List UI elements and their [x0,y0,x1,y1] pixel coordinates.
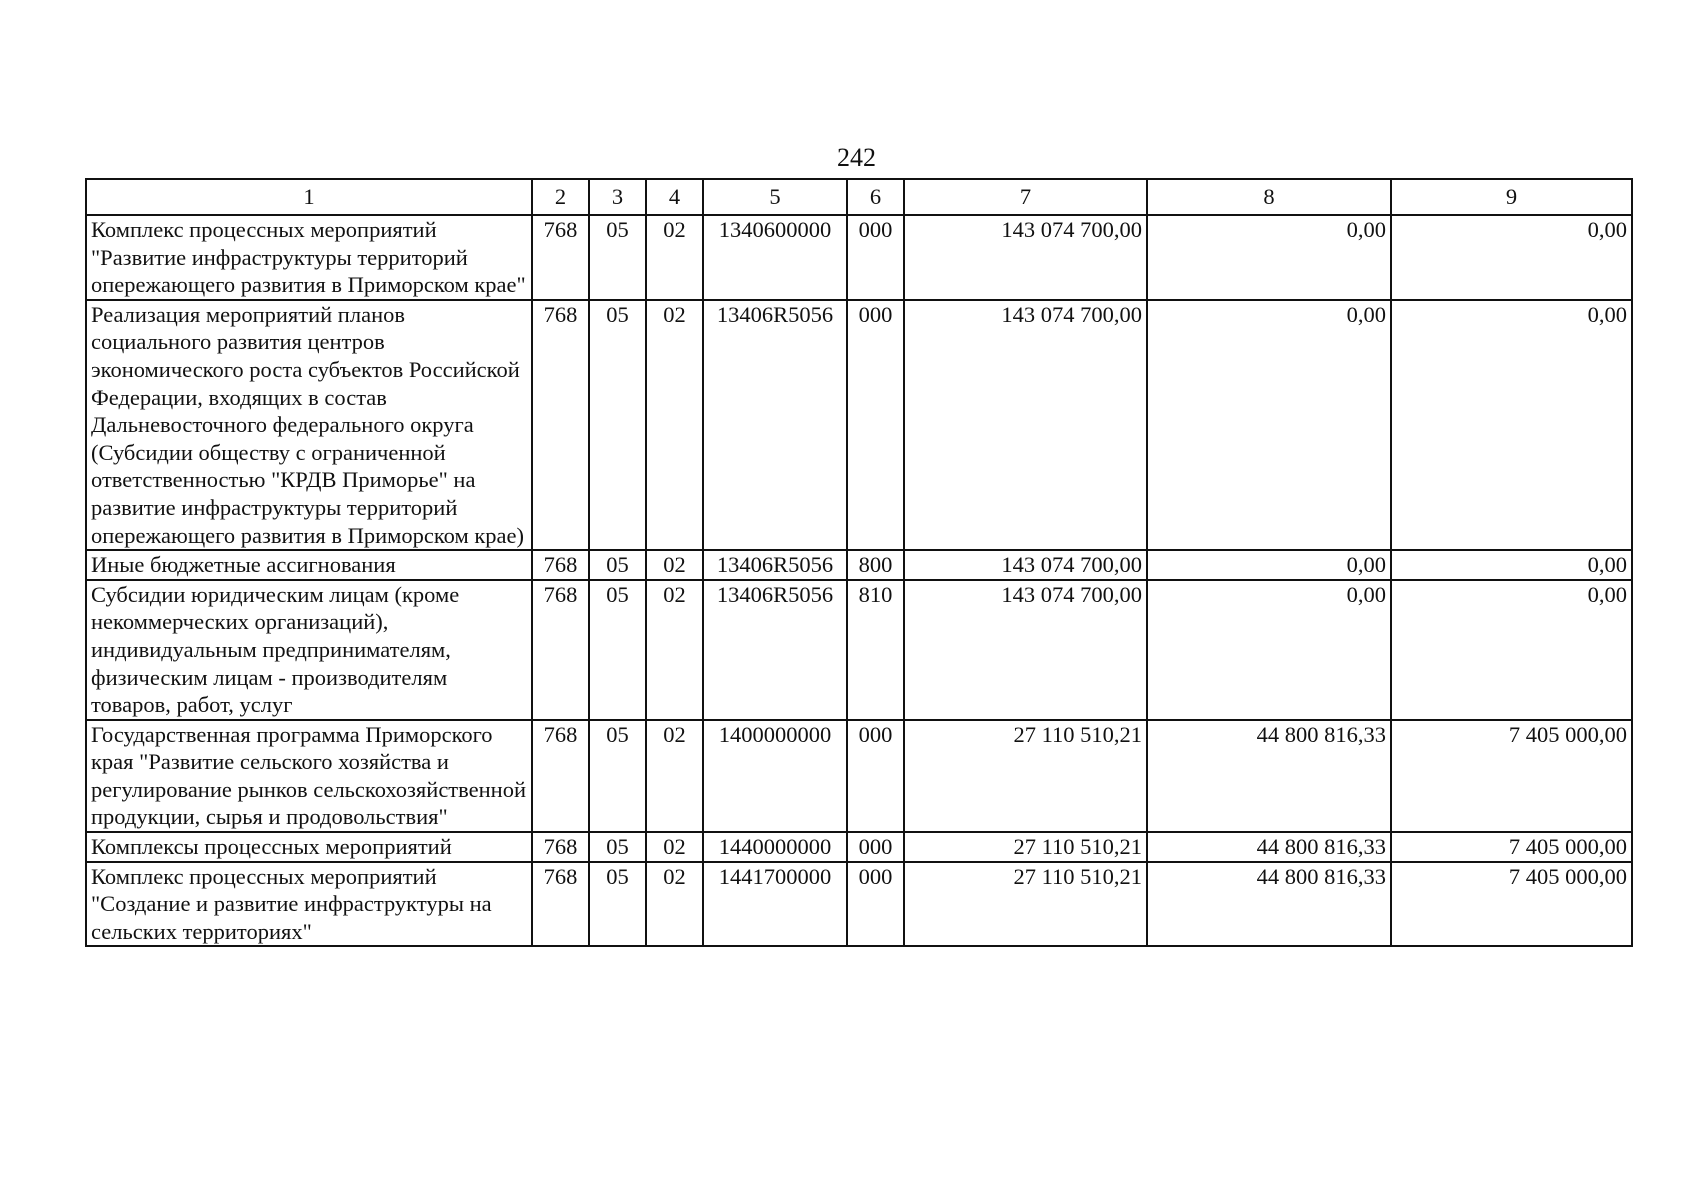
table-row [86,550,1632,580]
page-number: 242 [837,143,876,172]
row-code-6: 800 [847,550,904,580]
row-code-6: 000 [847,300,904,550]
column-header-7: 7 [904,179,1147,215]
row-code-3: 05 [589,550,646,580]
row-amount-8: 44 800 816,33 [1147,720,1391,832]
row-amount-9: 0,00 [1391,580,1632,720]
row-code-4: 02 [646,300,703,550]
row-code-2: 768 [532,832,589,862]
table-row [86,832,1632,862]
table-row [86,215,1632,300]
row-code-6: 810 [847,580,904,720]
row-amount-8: 0,00 [1147,215,1391,300]
row-amount-7: 143 074 700,00 [904,580,1147,720]
row-name: Реализация мероприятий планов социального развития центров экономического роста субъектов Российской Федерации, входящих в состав Дальневосточного федерального округа (Субсидии обществу с ограниченной ответственностью "КРДВ Приморье" на развитие инфраструктуры территорий опережающего развития в Приморском крае) [86,300,532,550]
row-code-3: 05 [589,862,646,947]
column-header-3: 3 [589,179,646,215]
row-code-4: 02 [646,832,703,862]
column-header-5: 5 [703,179,847,215]
row-code-4: 02 [646,215,703,300]
row-amount-8: 44 800 816,33 [1147,862,1391,947]
column-header-1: 1 [86,179,532,215]
row-code-4: 02 [646,550,703,580]
row-code-3: 05 [589,300,646,550]
row-amount-7: 27 110 510,21 [904,832,1147,862]
column-header-9: 9 [1391,179,1632,215]
table-row [86,720,1632,832]
row-amount-7: 143 074 700,00 [904,300,1147,550]
row-code-5: 1340600000 [703,215,847,300]
row-code-4: 02 [646,862,703,947]
table-row [86,862,1632,947]
row-code-5: 1441700000 [703,862,847,947]
row-code-6: 000 [847,832,904,862]
table-row [86,580,1632,720]
row-code-2: 768 [532,300,589,550]
row-code-6: 000 [847,862,904,947]
row-name: Комплекс процессных мероприятий "Создание и развитие инфраструктуры на сельских территориях" [86,862,532,947]
row-code-5: 13406R5056 [703,550,847,580]
column-header-4: 4 [646,179,703,215]
row-amount-8: 0,00 [1147,550,1391,580]
row-code-5: 1400000000 [703,720,847,832]
row-name: Комплексы процессных мероприятий [86,832,532,862]
row-code-5: 13406R5056 [703,580,847,720]
row-amount-7: 143 074 700,00 [904,550,1147,580]
budget-table [85,178,1633,947]
row-amount-7: 27 110 510,21 [904,720,1147,832]
row-amount-8: 0,00 [1147,300,1391,550]
row-code-2: 768 [532,215,589,300]
row-amount-9: 0,00 [1391,300,1632,550]
row-name: Государственная программа Приморского края "Развитие сельского хозяйства и регулирование рынков сельскохозяйственной продукции, сырья и продовольствия" [86,720,532,832]
column-header-8: 8 [1147,179,1391,215]
row-code-5: 1440000000 [703,832,847,862]
row-amount-7: 27 110 510,21 [904,862,1147,947]
row-amount-9: 0,00 [1391,550,1632,580]
row-amount-9: 0,00 [1391,215,1632,300]
row-code-3: 05 [589,580,646,720]
row-amount-9: 7 405 000,00 [1391,832,1632,862]
row-code-2: 768 [532,550,589,580]
row-code-3: 05 [589,720,646,832]
row-amount-8: 44 800 816,33 [1147,832,1391,862]
row-code-3: 05 [589,832,646,862]
column-header-2: 2 [532,179,589,215]
row-name: Комплекс процессных мероприятий "Развитие инфраструктуры территорий опережающего развития в Приморском крае" [86,215,532,300]
row-code-4: 02 [646,580,703,720]
row-code-5: 13406R5056 [703,300,847,550]
row-code-2: 768 [532,580,589,720]
column-header-6: 6 [847,179,904,215]
row-code-2: 768 [532,720,589,832]
row-name: Субсидии юридическим лицам (кроме некоммерческих организаций), индивидуальным предпринимателям, физическим лицам - производителям товаров, работ, услуг [86,580,532,720]
row-amount-7: 143 074 700,00 [904,215,1147,300]
header-row [86,179,1632,215]
row-code-6: 000 [847,215,904,300]
row-amount-8: 0,00 [1147,580,1391,720]
row-amount-9: 7 405 000,00 [1391,862,1632,947]
row-code-4: 02 [646,720,703,832]
row-name: Иные бюджетные ассигнования [86,550,532,580]
table-row [86,300,1632,550]
row-amount-9: 7 405 000,00 [1391,720,1632,832]
row-code-6: 000 [847,720,904,832]
row-code-2: 768 [532,862,589,947]
row-code-3: 05 [589,215,646,300]
